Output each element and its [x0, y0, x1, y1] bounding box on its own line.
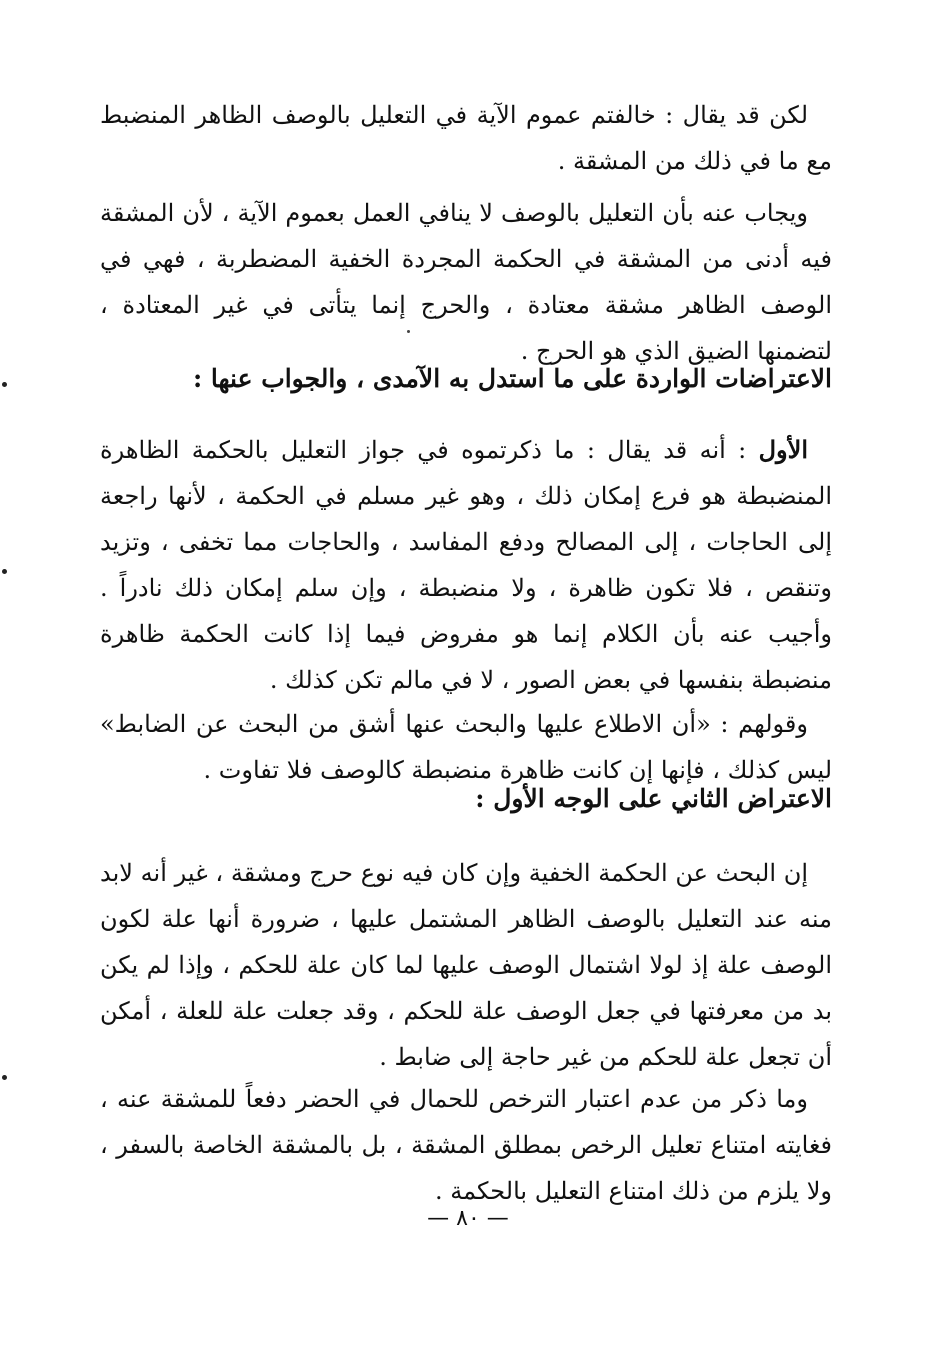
heading-second-objection: الاعتراض الثاني على الوجه الأول :: [475, 784, 832, 813]
paragraph-their-statement: وقولهم : «أن الاطلاع عليها والبحث عنها أشق من البحث عن الضابط» ليس كذلك ، فإنها إن كانت ظاهرة منضبطة كالوصف فلا تفاوت .: [100, 710, 832, 784]
paragraph-hidden-wisdom: إن البحث عن الحكمة الخفية وإن كان فيه نوع حرج ومشقة ، غير أنه لابد منه عند التعليل بالوصف الظاهر المشتمل عليها ، ضرورة أنها علة لكون الوصف علة إذ لولا اشتمال الوصف عليها لما كان علة للحكم ، وإذا لم يكن بد من معرفتها في جعل الوصف علة للحكم ، وقد جعلت علة للعلة ، أمكن أن تجعل علة للحكم من غير حاجة إلى ضابط .: [100, 859, 832, 1071]
page-number: — ٨٠ —: [427, 1206, 509, 1231]
paragraph-first-objection: [100, 427, 832, 703]
paragraph-travel-concession: وما ذكر من عدم اعتبار الترخص للحمال في الحضر دفعاً للمشقة عنه ، فغايته امتناع تعليل الرخص بمطلق المشقة ، بل بالمشقة الخاصة بالسفر ، ولا يلزم من ذلك امتناع التعليل بالحكمة .: [100, 1085, 832, 1205]
margin-mark: [2, 569, 7, 574]
margin-mark: [2, 382, 7, 387]
paragraph-response: ويجاب عنه بأن التعليل بالوصف لا ينافي العمل بعموم الآية ، لأن المشقة فيه أدنى من المشقة في الحكمة المجردة الخفية المضطربة ، فهي في الوصف الظاهر مشقة معتادة ، والحرج إنما يتأتى في غير المعتادة ، لتضمنها الضيق الذي هو الحرج .: [100, 199, 832, 365]
paragraph-objection-intro: لكن قد يقال : خالفتم عموم الآية في التعليل بالوصف الظاهر المنضبط مع ما في ذلك من المشقة .: [100, 101, 832, 175]
heading-objections-to-amidi: الاعتراضات الواردة على ما استدل به الآمدى ، والجواب عنها :: [192, 364, 832, 393]
first-label: الأول: [758, 435, 808, 464]
first-objection-body: : أنه قد يقال : ما ذكرتموه في جواز التعليل بالحكمة الظاهرة المنضبطة هو فرع إمكان ذلك ، وهو غير مسلم في الحكمة ، لأنها راجعة إلى الحاجات ، إلى المصالح ودفع المفاسد ، والحاجات مما تخفى ، وتزيد وتنقص ، فلا تكون ظاهرة ، ولا منضبطة ، وإن سلم إمكان ذلك نادراً . وأجيب عنه بأن الكلام إنما هو مفروض فيما إذا كانت الحكمة ظاهرة منضبطة بنفسها في بعض الصور ، لا في مالم تكن كذلك .: [100, 436, 832, 694]
margin-mark: [2, 1075, 7, 1080]
ink-speck: [407, 330, 410, 333]
